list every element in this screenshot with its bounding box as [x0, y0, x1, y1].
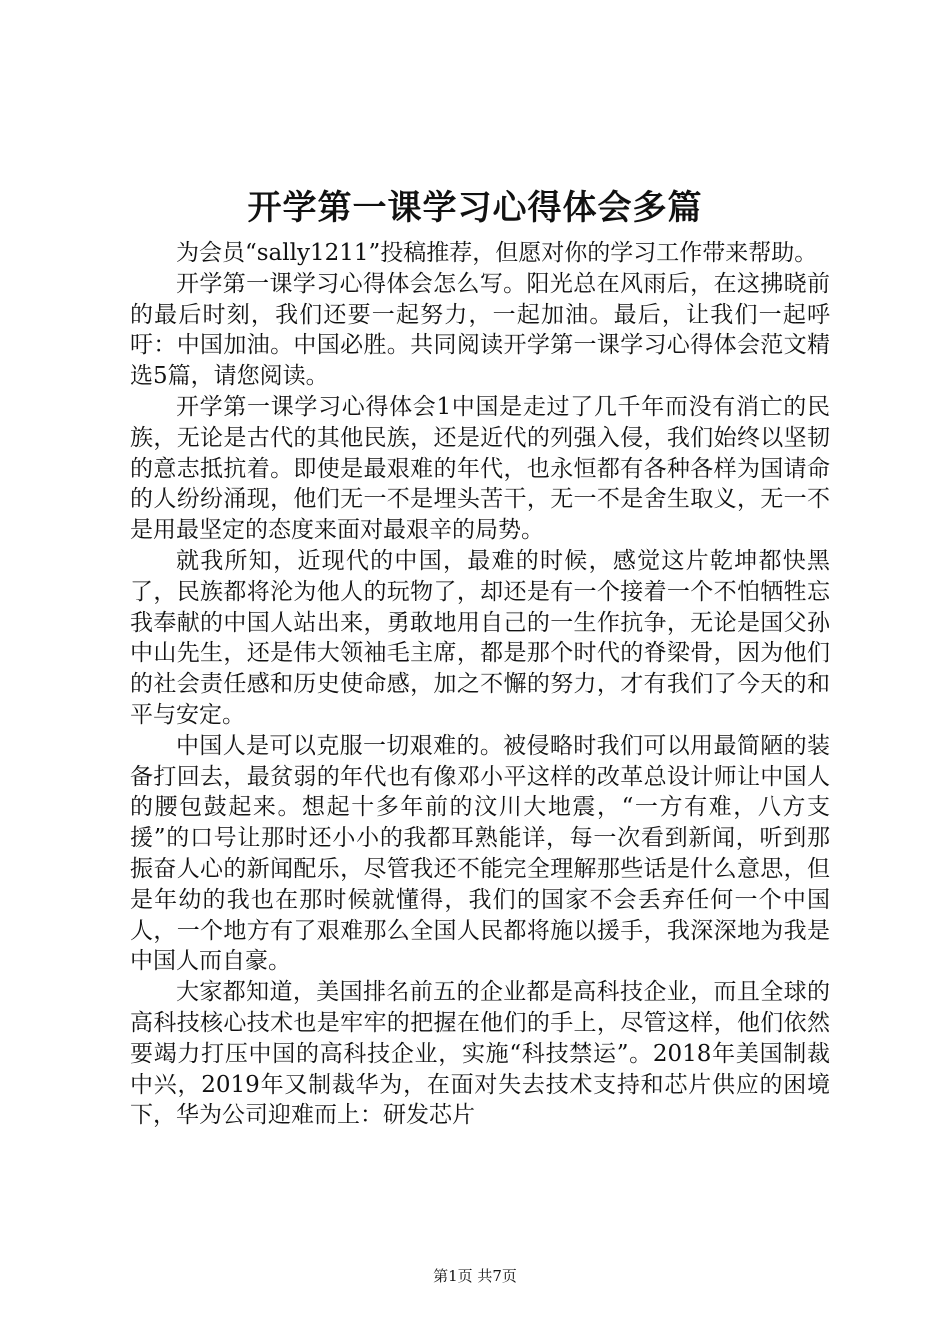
paragraph-intro: 为会员“sally1211”投稿推荐，但愿对你的学习工作带来帮助。: [176, 240, 818, 266]
document-title: 开学第一课学习心得体会多篇: [247, 188, 703, 228]
paragraph-high-tech: 大家都知道，美国排名前五的企业都是高科技企业，而且全球的高科技核心技术也是牢牢的把握在他们的手上，尽管这样，他们依然要竭力打压中国的高科技企业，实施“科技禁运”。2018年美国制裁中兴，2019年又制裁华为，在面对失去技术支持和芯片供应的困境下，华为公司迎难而上：研发芯片: [130, 979, 830, 1129]
paragraph-modern-china: 就我所知，近现代的中国，最难的时候，感觉这片乾坤都快黑了，民族都将沦为他人的玩物了，却还是有一个接着一个不怕牺牲忘我奉献的中国人站出来，勇敢地用自己的一生作抗争，无论是国父孙中山先生，还是伟大领袖毛主席，都是那个时代的脊梁骨，因为他们的社会责任感和历史使命感，加之不懈的努力，才有我们了今天的和平与安定。: [130, 547, 830, 728]
page-footer: 第1页 共7页: [433, 1267, 517, 1285]
paragraph-overcome-hardship: 中国人是可以克服一切艰难的。被侵略时我们可以用最简陋的装备打回去，最贫弱的年代也有像邓小平这样的改革总设计师让中国人的腰包鼓起来。想起十多年前的汶川大地震，“一方有难，八方支援”的口号让那时还小小的我都耳熟能详，每一次看到新闻，听到那振奋人心的新闻配乐，尽管我还不能完全理解那些话是什么意思，但是年幼的我也在那时候就懂得，我们的国家不会丢弃任何一个中国人，一个地方有了艰难那么全国人民都将施以援手，我深深地为我是中国人而自豪。: [130, 732, 830, 975]
document-body: [130, 238, 830, 1131]
paragraph-overview: 开学第一课学习心得体会怎么写。阳光总在风雨后，在这拂晓前的最后时刻，我们还要一起努力，一起加油。最后，让我们一起呼吁：中国加油。中国必胜。共同阅读开学第一课学习心得体会范文精选5篇，请您阅读。: [130, 270, 830, 390]
paragraph-essay-1: 开学第一课学习心得体会1中国是走过了几千年而没有消亡的民族，无论是古代的其他民族，还是近代的列强入侵，我们始终以坚韧的意志抵抗着。即使是最艰难的年代，也永恒都有各种各样为国请命的人纷纷涌现，他们无一不是埋头苦干，无一不是舍生取义，无一不是用最坚定的态度来面对最艰辛的局势。: [130, 393, 830, 544]
